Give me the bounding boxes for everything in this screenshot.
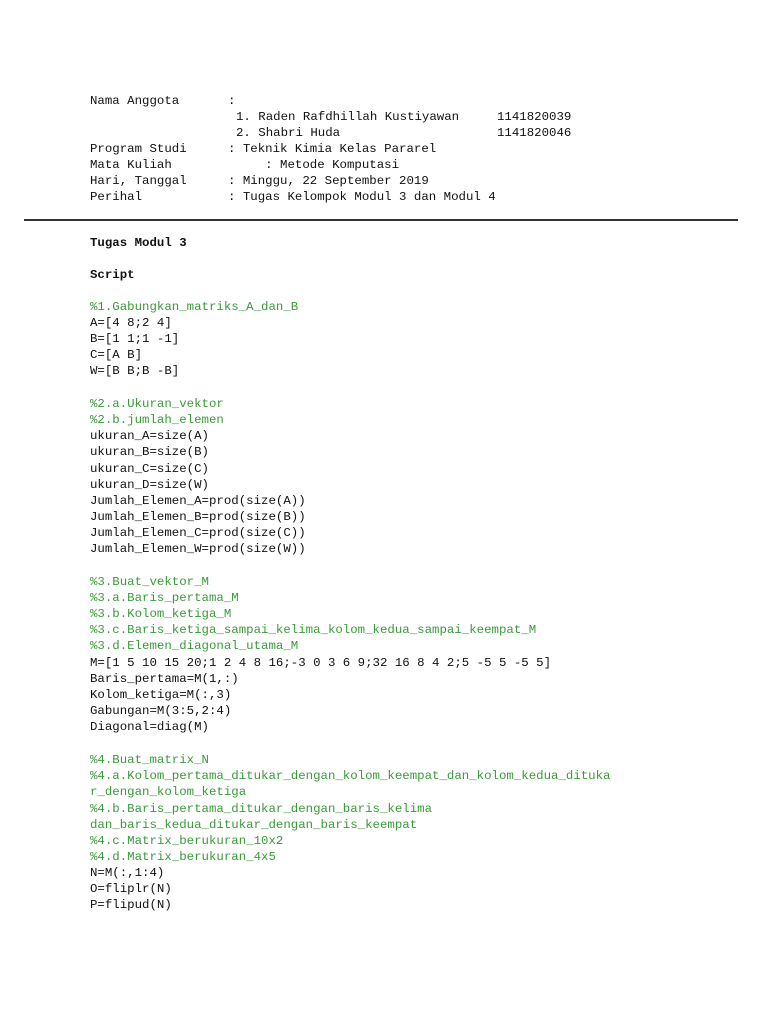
script-heading: Script	[90, 268, 135, 282]
member-2-nim: 1141820046	[497, 126, 572, 140]
code-comment: %4.b.Baris_pertama_ditukar_dengan_baris_kelima	[90, 802, 433, 816]
mata-kuliah-value: : Metode Komputasi	[228, 158, 400, 172]
perihal-label: Perihal	[90, 190, 143, 204]
code-comment: %3.Buat_vektor_M	[90, 575, 209, 589]
code-comment: %3.c.Baris_ketiga_sampai_kelima_kolom_kedua_sampai_keempat_M	[90, 623, 537, 637]
hari-tanggal-value: : Minggu, 22 September 2019	[228, 174, 429, 188]
code-line: ukuran_D=size(W)	[90, 478, 209, 492]
code-comment: %1.Gabungkan_matriks_A_dan_B	[90, 300, 299, 314]
code-comment: %4.a.Kolom_pertama_ditukar_dengan_kolom_keempat_dan_kolom_kedua_dituka	[90, 769, 611, 783]
code-line: ukuran_A=size(A)	[90, 429, 209, 443]
code-comment: %4.d.Matrix_berukuran_4x5	[90, 850, 276, 864]
nama-anggota-separator: :	[228, 94, 236, 108]
nama-anggota-label: Nama Anggota	[90, 94, 180, 108]
code-comment: %3.a.Baris_pertama_M	[90, 591, 239, 605]
code-line: Gabungan=M(3:5,2:4)	[90, 704, 232, 718]
program-studi-label: Program Studi	[90, 142, 187, 156]
code-line: Kolom_ketiga=M(:,3)	[90, 688, 232, 702]
perihal-value: : Tugas Kelompok Modul 3 dan Modul 4	[228, 190, 496, 204]
code-comment: %4.c.Matrix_berukuran_10x2	[90, 834, 284, 848]
code-line: O=fliplr(N)	[90, 882, 172, 896]
code-line: Jumlah_Elemen_B=prod(size(B))	[90, 510, 306, 524]
mata-kuliah-label: Mata Kuliah	[90, 158, 172, 172]
code-comment: r_dengan_kolom_ketiga	[90, 785, 247, 799]
code-comment: %2.a.Ukuran_vektor	[90, 397, 224, 411]
code-line: C=[A B]	[90, 348, 143, 362]
code-comment: %3.d.Elemen_diagonal_utama_M	[90, 639, 299, 653]
code-line: Diagonal=diag(M)	[90, 720, 209, 734]
member-1-name: 1. Raden Rafdhillah Kustiyawan	[236, 110, 460, 124]
code-line: P=flipud(N)	[90, 898, 172, 912]
program-studi-value: : Teknik Kimia Kelas Pararel	[228, 142, 437, 156]
code-comment: %2.b.jumlah_elemen	[90, 413, 224, 427]
code-comment: %3.b.Kolom_ketiga_M	[90, 607, 232, 621]
header-divider	[24, 219, 738, 221]
code-line: Jumlah_Elemen_A=prod(size(A))	[90, 494, 306, 508]
code-line: A=[4 8;2 4]	[90, 316, 172, 330]
code-line: Baris_pertama=M(1,:)	[90, 672, 239, 686]
code-line: Jumlah_Elemen_W=prod(size(W))	[90, 542, 306, 556]
code-line: ukuran_C=size(C)	[90, 462, 209, 476]
hari-tanggal-label: Hari, Tanggal	[90, 174, 187, 188]
member-2-name: 2. Shabri Huda	[236, 126, 341, 140]
code-line: B=[1 1;1 -1]	[90, 332, 180, 346]
code-line: Jumlah_Elemen_C=prod(size(C))	[90, 526, 306, 540]
code-line: N=M(:,1:4)	[90, 866, 165, 880]
code-comment: %4.Buat_matrix_N	[90, 753, 209, 767]
member-1-nim: 1141820039	[497, 110, 572, 124]
code-line: W=[B B;B -B]	[90, 364, 180, 378]
code-line: M=[1 5 10 15 20;1 2 4 8 16;-3 0 3 6 9;32 16 8 4 2;5 -5 5 -5 5]	[90, 656, 552, 670]
code-line: ukuran_B=size(B)	[90, 445, 209, 459]
code-comment: dan_baris_kedua_ditukar_dengan_baris_keempat	[90, 818, 418, 832]
section-title: Tugas Modul 3	[90, 236, 187, 250]
